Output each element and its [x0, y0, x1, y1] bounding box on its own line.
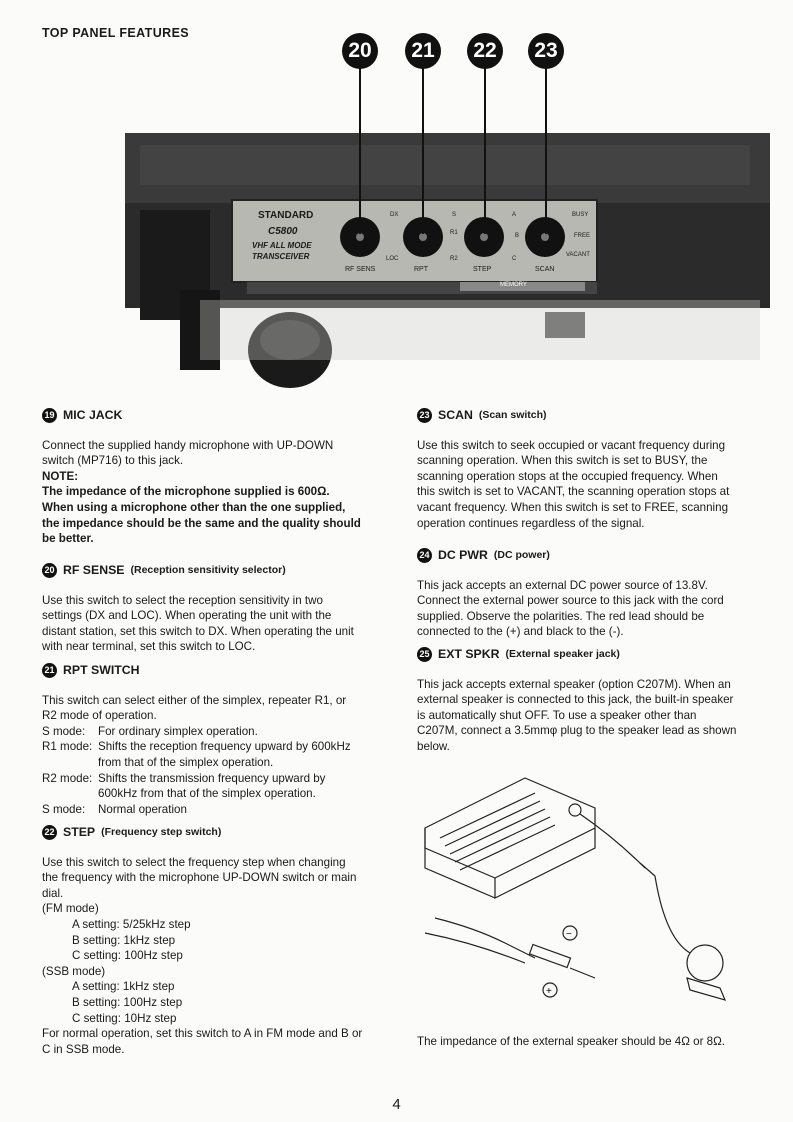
mode-row	[42, 802, 364, 818]
mode-value: Shifts the reception frequency upward by 600kHz from that of the simplex operation.	[98, 740, 351, 769]
mode-row	[42, 771, 364, 802]
mode-row	[42, 739, 364, 770]
rfsense-body: Use this switch to select the reception sensitivity in two settings (DX and LOC). When operating the unit with the distant station, set this switch to DX. When operating the unit with near terminal, set this switch to LOC.	[42, 593, 354, 654]
section-mic-jack	[42, 408, 364, 547]
section-number-21: 21	[42, 663, 57, 678]
step-body: Use this switch to select the frequency step when changing the frequency with the microphone UP-DOWN switch or main dial.	[42, 855, 357, 900]
scan-body: Use this switch to seek occupied or vacant frequency during scanning operation. When this switch is set to BUSY, the scanning operation stops at the occupied frequency. When this switch is set to VACANT, the scanning operation stops at vacant frequency. When this switch is set to FREE, scanning operation continues regardless of the signal.	[417, 438, 730, 530]
mode-value: For ordinary simplex operation.	[98, 724, 258, 738]
note-title: NOTE:	[42, 469, 79, 483]
page-number: 4	[392, 1096, 401, 1113]
step-title: STEP	[63, 825, 96, 839]
panel-memory-label: MEMORY	[500, 282, 527, 288]
section-number-20: 20	[42, 563, 57, 578]
panel-brand: STANDARD	[258, 210, 314, 221]
section-number-24: 24	[417, 548, 432, 563]
ssb-mode-label: (SSB mode)	[42, 964, 106, 978]
mode-key: S mode:	[42, 802, 86, 816]
extspkr-subtitle: (External speaker jack)	[505, 648, 620, 660]
section-number-22: 22	[42, 825, 57, 840]
mark-busy: BUSY	[572, 212, 589, 218]
mic-title: MIC JACK	[63, 408, 123, 422]
mark-vacant: VACANT	[566, 252, 590, 258]
section-number-23: 23	[417, 408, 432, 423]
dcpwr-title: DC PWR	[438, 548, 488, 562]
section-number-19: 19	[42, 408, 57, 423]
mark-free: FREE	[574, 233, 591, 239]
ssb-setting-a: A setting: 1kHz step	[72, 980, 175, 994]
panel-desc1: VHF ALL MODE	[252, 241, 312, 250]
panel-desc2: TRANSCEIVER	[252, 252, 310, 261]
mark-dx: DX	[390, 212, 399, 218]
ssb-setting-b: B setting: 100Hz step	[72, 995, 183, 1009]
section-scan	[417, 408, 739, 531]
fm-setting-b: B setting: 1kHz step	[72, 933, 176, 947]
rpt-title: RPT SWITCH	[63, 663, 140, 677]
page-title: TOP PANEL FEATURES	[42, 26, 190, 40]
mode-value: Normal operation	[98, 802, 187, 816]
callout-21: 21	[405, 33, 441, 69]
rpt-body: This switch can select either of the simplex, repeater R1, or R2 mode of operation.	[42, 693, 347, 723]
mic-body: Connect the supplied handy microphone with UP-DOWN switch (MP716) to this jack.	[42, 438, 334, 468]
note-body: The impedance of the microphone supplied is 600Ω. When using a microphone other than the one supplied, the impedance should be the same and the quality should be better.	[42, 485, 361, 546]
knob-label-step: STEP	[473, 266, 492, 273]
section-rf-sense	[42, 563, 364, 655]
mark-r1: R1	[450, 230, 458, 236]
mode-key: R2 mode:	[42, 771, 93, 785]
rfsense-subtitle: (Reception sensitivity selector)	[130, 564, 286, 576]
mark-loc: LOC	[386, 256, 399, 262]
scan-title: SCAN	[438, 408, 473, 422]
step-footer: For normal operation, set this switch to A in FM mode and B or C in SSB mode.	[42, 1027, 363, 1056]
dcpwr-body: This jack accepts an external DC power source of 13.8V. Connect the external power source to this jack with the cord supplied. Observe the polarities. The red lead should be connected to the (+) and black to the (-).	[417, 578, 724, 639]
section-ext-spkr	[417, 647, 739, 755]
callout-line-21	[422, 68, 424, 234]
extspkr-body: This jack accepts external speaker (option C207M). When an external speaker is connected to this jack, the built-in speaker is automatically shut OFF. To use a speaker other than C207M, connect a 3.5mmφ plug to the speaker lead as shown below.	[417, 677, 737, 753]
extspkr-title: EXT SPKR	[438, 647, 500, 661]
mark-r2: R2	[450, 256, 458, 262]
dcpwr-subtitle: (DC power)	[493, 549, 550, 561]
speaker-connection-illustration	[415, 768, 745, 1038]
ext-spkr-impedance-note	[417, 1034, 739, 1050]
ext-spkr-footer: The impedance of the external speaker should be 4Ω or 8Ω.	[417, 1035, 726, 1048]
mode-value: Shifts the transmission frequency upward by 600kHz from that of the simplex operation.	[98, 771, 326, 801]
callout-22: 22	[467, 33, 503, 69]
callout-23: 23	[528, 33, 564, 69]
mode-key: R1 mode:	[42, 740, 93, 754]
step-subtitle: (Frequency step switch)	[101, 826, 222, 838]
section-rpt-switch	[42, 663, 364, 817]
section-step	[42, 825, 364, 1057]
rfsense-title: RF SENSE	[63, 563, 125, 577]
callout-20: 20	[342, 33, 378, 69]
section-dc-pwr	[417, 548, 739, 640]
ssb-setting-c: C setting: 10Hz step	[72, 1011, 177, 1025]
knob-label-rpt: RPT	[414, 266, 428, 273]
mark-a: A	[512, 212, 517, 218]
callout-line-23	[545, 68, 547, 234]
fm-mode-label: (FM mode)	[42, 902, 99, 916]
mark-b: B	[515, 233, 520, 239]
knob-label-rfsens: RF SENS	[345, 266, 376, 273]
mode-key: S mode:	[42, 724, 86, 738]
mark-c: C	[512, 256, 517, 262]
panel-model: C5800	[268, 226, 298, 237]
minus-symbol: −	[566, 929, 572, 940]
section-number-25: 25	[417, 647, 432, 662]
scan-subtitle: (Scan switch)	[478, 409, 547, 421]
knob-label-scan: SCAN	[535, 266, 555, 273]
fm-setting-c: C setting: 100Hz step	[72, 949, 183, 963]
radio-photo	[0, 0, 793, 400]
mode-row	[42, 724, 364, 740]
mark-s: S	[452, 212, 457, 218]
callout-line-22	[484, 68, 486, 234]
callout-line-20	[359, 68, 361, 234]
plus-symbol: +	[546, 986, 552, 997]
fm-setting-a: A setting: 5/25kHz step	[72, 917, 191, 931]
